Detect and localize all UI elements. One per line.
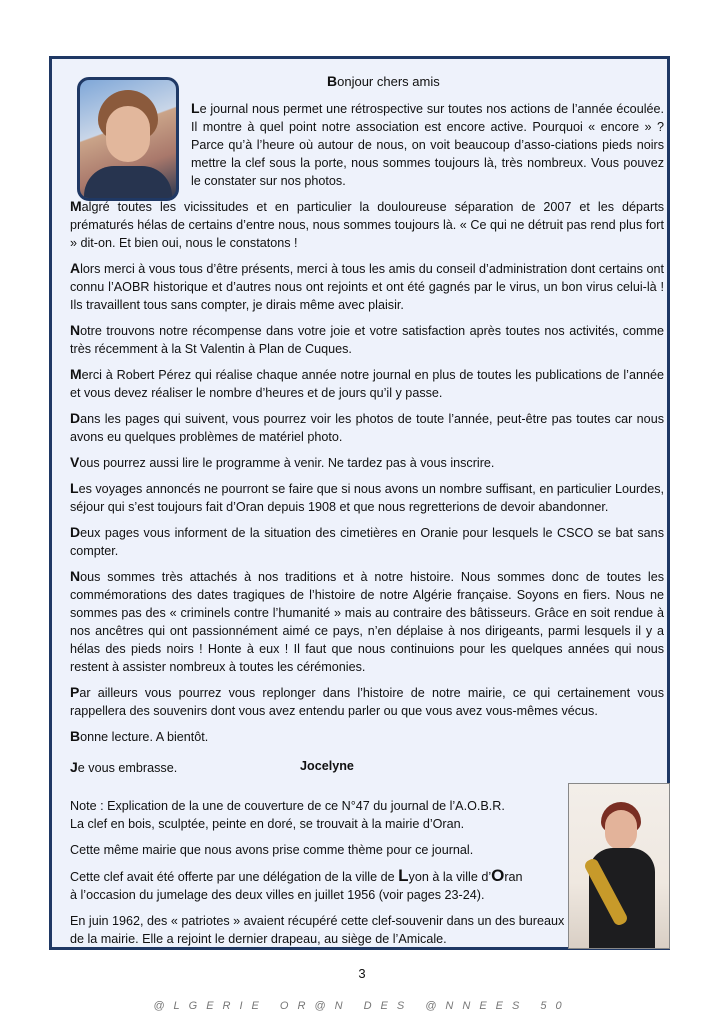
paragraph: Nous sommes très attachés à nos traditions et à notre histoire. Nous sommes donc de toutes les commémorations des dates tragiques de l’histoire de notre Algérie française. Soyons en fiers. Nous ne sommes pas des « criminels contre l’humanité » mais au contraire des bâtisseurs. Grâce en soit rendue à nos ancêtres qui ont passionnément aimé ce pays, n’en déplaise à nos dirigeants, parmi lesquels il y a hélas des pieds noirs ! Honte à eux ! Il faut que nous continuions pour les quelques années qui nous restent à assister nombreux à toutes les cérémonies. [70,568,664,674]
letter-body [70,197,664,753]
note-line: En juin 1962, des « patriotes » avaient récupéré cette clef-souvenir dans un des bureaux de la mairie. Elle a rejoint le dernier drapeau, au siège de l’Amicale. [70,914,565,946]
drop-letter: O [491,866,505,885]
drop-letter: L [398,866,409,885]
greeting: Bonjour chers amis [327,73,440,89]
cover-note [70,797,568,956]
note-line: La clef en bois, sculptée, peinte en doré, se trouvait à la mairie d’Oran. [70,817,465,831]
note-line: Cette même mairie que nous avons prise comme thème pour ce journal. [70,843,474,857]
paragraph: Les voyages annoncés ne pourront se faire que si nous avons un nombre suffisant, en particulier Lourdes, séjour qui s’est toujours fait d’Oran depuis 1908 et que nous regretterions de devoir abandonner. [70,480,664,514]
paragraph: Notre trouvons notre récompense dans votre joie et votre satisfaction après toutes nos activités, comme très récemment à la St Valentin à Plan de Cuques. [70,322,664,356]
paragraph: Vous pourrez aussi lire le programme à venir. Ne tardez pas à vous inscrire. [70,454,495,470]
intro-paragraph [191,99,664,190]
note-line: ran [504,870,523,884]
closing-line: Je vous embrasse. [70,759,178,775]
note-line: yon à la ville d’ [408,870,492,884]
note-line: Cette clef avait été offerte par une délégation de la ville de [70,870,399,884]
intro-text: Le journal nous permet une rétrospective sur toutes nos actions de l’année écoulée. Il montre à quel point notre association est encore active. Pourquoi « encore » ? Parce qu’à l’heure où autour de nous, on voit beaucoup d’asso-ciations pieds noirs mettre la clef sous la porte, nous sommes toujours là, très nombreux. Vous pouvez le constater sur nos photos. [191,100,664,188]
paragraph: Deux pages vous informent de la situation des cimetières en Oranie pour lesquels le CSCO se bat sans compter. [70,524,664,558]
key-holder-photo [568,783,670,949]
paragraph: Dans les pages qui suivent, vous pourrez voir les photos de toute l’année, peut-être pas toutes car nous avons eu quelques problèmes de matériel photo. [70,410,664,444]
note-line: à l’occasion du jumelage des deux villes en juillet 1956 (voir pages 23-24). [70,888,485,902]
signature: Jocelyne [300,759,354,773]
footer-text: @LGERIE OR@N DES @NNEES 50 [153,1000,571,1012]
paragraph: Bonne lecture. A bientôt. [70,728,209,744]
paragraph: Malgré toutes les vicissitudes et en particulier la douloureuse séparation de 2007 et les départs prématurés hélas de certains d’entre nous, nous sommes toujours là. « Ce qui ne détruit pas rend plus fort » dit-on. Et bien oui, nous le constatons ! [70,198,664,250]
author-portrait-photo [77,77,179,201]
paragraph: Par ailleurs vous pourrez vous replonger dans l’histoire de notre mairie, ce qui certainement vous rappellera des souvenirs dont vous avez entendu parler ou que vous avez vous-mêmes vécus. [70,684,664,718]
page-number: 3 [358,966,366,981]
paragraph: Alors merci à vous tous d’être présents, merci à tous les amis du conseil d’administration dont certains ont connu l’AOBR historique et d’autres nous ont rejoints et ont été gagnés par le virus, un bon virus celui-là ! Ils travaillent tous sans compter, je dirais même avec plaisir. [70,260,664,312]
paragraph: Merci à Robert Pérez qui réalise chaque année notre journal en plus de toutes les publications de l’année et vous devez réaliser le nombre d’heures et de jours qu’il y passe. [70,366,664,400]
note-line: Note : Explication de la une de couverture de ce N°47 du journal de l’A.O.B.R. [70,799,505,813]
letter-frame [49,56,670,950]
